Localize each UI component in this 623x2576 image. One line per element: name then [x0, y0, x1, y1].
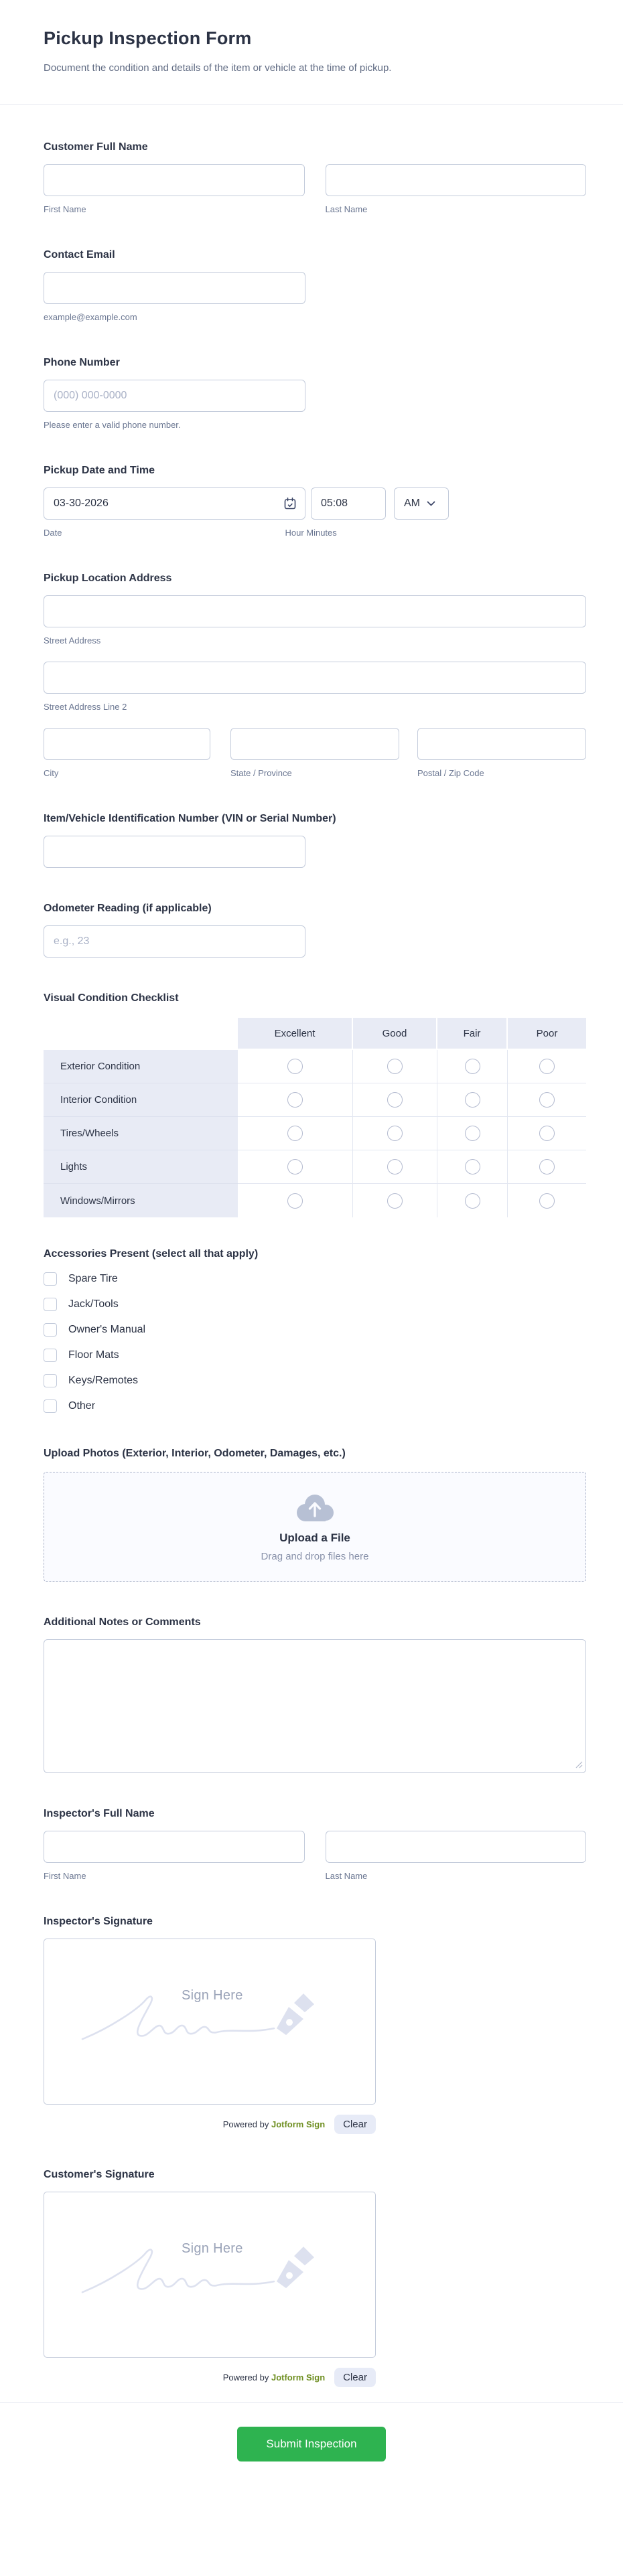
address-label: Pickup Location Address — [44, 573, 172, 584]
option-keys-remotes — [44, 1374, 586, 1387]
radio-tires-poor[interactable] — [539, 1126, 555, 1141]
customer-signature-label: Customer's Signature — [44, 2169, 155, 2180]
checklist-col-poor: Poor — [508, 1018, 586, 1050]
field-pickup-datetime — [44, 465, 586, 538]
checklist-row-windows — [44, 1184, 586, 1217]
notes-textarea[interactable] — [44, 1639, 586, 1773]
state-input[interactable] — [230, 728, 399, 760]
checklist-col-excellent: Excellent — [238, 1018, 353, 1050]
vin-input[interactable] — [44, 836, 305, 868]
checklist-row-exterior — [44, 1050, 586, 1083]
checkbox-spare-tire[interactable] — [44, 1272, 57, 1286]
radio-exterior-excellent[interactable] — [287, 1059, 303, 1074]
field-notes — [44, 1616, 586, 1773]
radio-windows-good[interactable] — [387, 1193, 403, 1209]
checkbox-owners-manual[interactable] — [44, 1323, 57, 1337]
page-title: Pickup Inspection Form — [44, 28, 252, 48]
checklist-row-exterior-label: Exterior Condition — [44, 1050, 238, 1083]
radio-windows-poor[interactable] — [539, 1193, 555, 1209]
radio-lights-good[interactable] — [387, 1159, 403, 1175]
notes-label: Additional Notes or Comments — [44, 1616, 201, 1628]
option-owners-manual — [44, 1323, 586, 1337]
header-divider — [0, 104, 623, 105]
city-input[interactable] — [44, 728, 210, 760]
checkbox-jack-tools[interactable] — [44, 1298, 57, 1311]
field-vin — [44, 813, 586, 868]
radio-interior-excellent[interactable] — [287, 1092, 303, 1108]
option-keys-remotes-label: Keys/Remotes — [68, 1375, 139, 1386]
option-floor-mats-label: Floor Mats — [68, 1349, 119, 1361]
accessories-label: Accessories Present (select all that apply) — [44, 1248, 259, 1260]
checklist-corner — [44, 1018, 238, 1050]
customer-powered-by: Powered by Jotform Sign — [222, 2372, 326, 2382]
field-customer-name — [44, 141, 586, 214]
radio-exterior-poor[interactable] — [539, 1059, 555, 1074]
checklist-row-lights-label: Lights — [44, 1150, 238, 1184]
phone-sublabel: Please enter a valid phone number. — [44, 420, 181, 430]
ampm-value: AM — [404, 498, 420, 509]
inspector-signature-label: Inspector's Signature — [44, 1916, 153, 1927]
option-owners-manual-label: Owner's Manual — [68, 1324, 146, 1335]
field-phone — [44, 357, 586, 430]
field-contact-email — [44, 249, 586, 322]
contact-email-input[interactable] — [44, 272, 305, 304]
radio-tires-excellent[interactable] — [287, 1126, 303, 1141]
cloud-upload-icon — [293, 1492, 337, 1523]
city-sublabel: City — [44, 768, 59, 778]
upload-label: Upload Photos (Exterior, Interior, Odometer, Damages, etc.) — [44, 1448, 346, 1459]
street-address2-sublabel: Street Address Line 2 — [44, 702, 127, 712]
inspector-last-name-sublabel: Last Name — [325, 1871, 368, 1881]
inspector-first-name-sublabel: First Name — [44, 1871, 86, 1881]
radio-interior-good[interactable] — [387, 1092, 403, 1108]
radio-interior-poor[interactable] — [539, 1092, 555, 1108]
inspector-signature-pad[interactable] — [44, 1939, 376, 2105]
odometer-input[interactable] — [44, 925, 305, 958]
radio-lights-excellent[interactable] — [287, 1159, 303, 1175]
customer-signature-clear-button[interactable]: Clear — [334, 2368, 376, 2387]
option-jack-tools — [44, 1298, 586, 1311]
checkbox-keys-remotes[interactable] — [44, 1374, 57, 1387]
inspector-name-label: Inspector's Full Name — [44, 1808, 155, 1819]
radio-lights-fair[interactable] — [465, 1159, 480, 1175]
chevron-down-icon — [427, 501, 435, 507]
checklist-col-fair: Fair — [437, 1018, 508, 1050]
field-customer-signature — [44, 2169, 586, 2387]
postal-sublabel: Postal / Zip Code — [417, 768, 484, 778]
radio-lights-poor[interactable] — [539, 1159, 555, 1175]
inspector-sign-here-text: Sign Here — [182, 1988, 243, 2003]
option-jack-tools-label: Jack/Tools — [68, 1298, 119, 1310]
field-address — [44, 573, 586, 778]
radio-exterior-good[interactable] — [387, 1059, 403, 1074]
checklist-row-interior-label: Interior Condition — [44, 1083, 238, 1117]
odometer-label: Odometer Reading (if applicable) — [44, 903, 212, 914]
jotform-sign-brand: Jotform Sign — [271, 2372, 326, 2382]
page-subtitle: Document the condition and details of the item or vehicle at the time of pickup. — [44, 62, 392, 74]
pickup-time-input[interactable] — [311, 487, 386, 520]
radio-windows-excellent[interactable] — [287, 1193, 303, 1209]
customer-signature-pad[interactable] — [44, 2192, 376, 2358]
contact-email-label: Contact Email — [44, 249, 115, 260]
phone-input[interactable] — [44, 380, 305, 412]
option-spare-tire-label: Spare Tire — [68, 1273, 118, 1284]
checklist-row-windows-label: Windows/Mirrors — [44, 1184, 238, 1217]
customer-last-name-input[interactable] — [326, 164, 587, 196]
option-other-label: Other — [68, 1400, 96, 1412]
checklist-row-interior — [44, 1083, 586, 1117]
radio-interior-fair[interactable] — [465, 1092, 480, 1108]
ampm-select[interactable] — [394, 487, 449, 520]
pickup-date-input[interactable] — [44, 487, 305, 520]
pen-nib-icon — [277, 1993, 314, 2035]
contact-email-sublabel: example@example.com — [44, 312, 137, 322]
field-inspector-name — [44, 1808, 586, 1881]
phone-label: Phone Number — [44, 357, 120, 368]
street-address-sublabel: Street Address — [44, 635, 101, 646]
option-floor-mats — [44, 1349, 586, 1362]
jotform-sign-brand: Jotform Sign — [271, 2119, 326, 2129]
time-sublabel: Hour Minutes — [285, 528, 337, 538]
submit-button[interactable]: Submit Inspection — [237, 2427, 386, 2461]
pickup-datetime-label: Pickup Date and Time — [44, 465, 155, 476]
option-spare-tire — [44, 1272, 586, 1286]
customer-first-name-sublabel: First Name — [44, 204, 86, 214]
checkbox-floor-mats[interactable] — [44, 1349, 57, 1362]
radio-tires-good[interactable] — [387, 1126, 403, 1141]
checklist-row-tires-label: Tires/Wheels — [44, 1117, 238, 1150]
condition-matrix — [44, 1018, 586, 1217]
field-upload — [44, 1448, 586, 1582]
upload-title: Upload a File — [279, 1531, 350, 1544]
option-other — [44, 1399, 586, 1413]
customer-last-name-sublabel: Last Name — [325, 204, 368, 214]
customer-name-label: Customer Full Name — [44, 141, 148, 153]
checkbox-other[interactable] — [44, 1399, 57, 1413]
radio-exterior-fair[interactable] — [465, 1059, 480, 1074]
checklist-row-lights — [44, 1150, 586, 1184]
state-sublabel: State / Province — [230, 768, 292, 778]
inspector-last-name-input[interactable] — [326, 1831, 587, 1863]
upload-hint: Drag and drop files here — [261, 1550, 369, 1562]
checklist-label: Visual Condition Checklist — [44, 992, 179, 1004]
field-checklist — [44, 992, 586, 1217]
checklist-row-tires — [44, 1117, 586, 1150]
pen-nib-icon — [277, 2247, 314, 2288]
inspector-first-name-input[interactable] — [44, 1831, 305, 1863]
date-sublabel: Date — [44, 528, 62, 538]
street-address2-input[interactable] — [44, 662, 586, 694]
customer-first-name-input[interactable] — [44, 164, 305, 196]
customer-sign-here-text: Sign Here — [182, 2241, 243, 2257]
form-footer — [0, 2403, 623, 2501]
field-inspector-signature — [44, 1916, 586, 2134]
checklist-col-good: Good — [353, 1018, 437, 1050]
postal-input[interactable] — [417, 728, 586, 760]
file-dropzone[interactable] — [44, 1472, 586, 1582]
inspector-signature-clear-button[interactable]: Clear — [334, 2115, 376, 2134]
street-address-input[interactable] — [44, 595, 586, 627]
field-accessories — [44, 1248, 586, 1413]
radio-windows-fair[interactable] — [465, 1193, 480, 1209]
radio-tires-fair[interactable] — [465, 1126, 480, 1141]
vin-label: Item/Vehicle Identification Number (VIN or Serial Number) — [44, 813, 336, 824]
inspector-powered-by: Powered by Jotform Sign — [222, 2119, 326, 2129]
field-odometer — [44, 903, 586, 958]
